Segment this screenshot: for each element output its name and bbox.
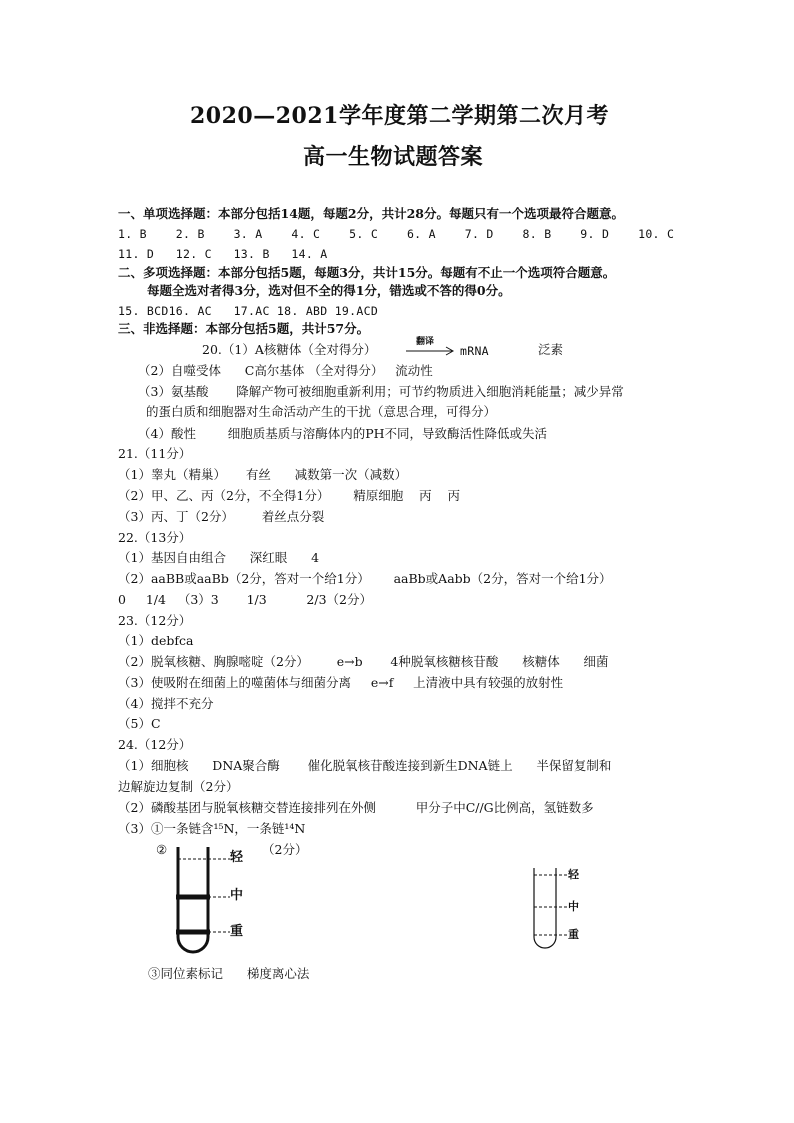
q24-line5: ③同位素标记 梯度离心法 [148,966,310,981]
q23-line4: （4）搅拌不充分 [118,696,214,711]
q24-line3: （3）①一条链含¹⁵N，一条链¹⁴N [118,821,306,836]
q20-mrna: mRNA [460,344,489,358]
q21-line2: （2）甲、乙、丙（2分，不全得1分） 精原细胞 丙 丙 [118,488,460,503]
section1-answers-row2: 11. D 12. C 13. B 14. A [118,247,328,261]
q24-line2: （2）磷酸基团与脱氧核糖交替连接排列在外侧 甲分子中C//G比例高，氢链数多 [118,800,594,815]
exam-title: 2020—2021学年度第二学期第二次月考 [190,103,609,129]
tube-right-drawing [528,865,588,955]
tube-right-middle-label: 中 [568,900,579,913]
tube-right-heavy-label: 重 [568,928,579,941]
centrifuge-tube-left [172,845,262,960]
section1-answers-row1: 1. B 2. B 3. A 4. C 5. C 6. A 7. D 8. B 9. D 10. C [118,227,675,241]
q21-line3: （3）丙、丁（2分） 着丝点分裂 [118,509,325,524]
q22-heading: 22.（13分） [118,530,192,545]
tube-left-light-label: 轻 [230,850,244,865]
q23-heading: 23.（12分） [118,613,192,628]
q24-line1-cont: 边解旋边复制（2分） [118,779,239,794]
q24-item2-marker: ② [156,842,168,857]
section1-heading: 一、单项选择题：本部分包括14题，每题2分，共计28分。每题只有一个选项最符合题意。 [118,206,624,221]
translation-arrow [404,337,456,357]
q21-line1: （1）睾丸（精巢） 有丝 减数第一次（减数） [118,467,408,482]
arrow-icon [404,337,456,357]
q24-heading: 24.（12分） [118,737,192,752]
translation-arrow-label: 翻译 [416,337,435,347]
q23-line1: （1）debfca [118,633,194,648]
tube-right-light-label: 轻 [568,868,579,881]
q23-line3: （3）使吸附在细菌上的噬菌体与细菌分离 e→f 上清液中具有较强的放射性 [118,675,564,690]
q20-line1-part1: 20.（1）A核糖体（全对得分） [202,342,377,357]
q23-line2: （2）脱氧核糖、胸腺嘧啶（2分） e→b 4种脱氧核糖核苷酸 核糖体 细菌 [118,654,609,669]
q20-line3: （3）氨基酸 降解产物可被细胞重新利用；可节约物质进入细胞消耗能量；减少异常 [138,384,624,399]
q22-line3: 0 1/4 （3）3 1/3 2/3（2分） [118,592,372,607]
q21-heading: 21.（11分） [118,446,192,461]
tube-left-middle-label: 中 [230,888,244,903]
q24-line1: （1）细胞核 DNA聚合酶 催化脱氧核苷酸连接到新生DNA链上 半保留复制和 [118,758,612,773]
q20-line4: （4）酸性 细胞质基质与溶酶体内的PH不同，导致酶活性降低或失活 [138,426,548,441]
tube-left-heavy-label: 重 [230,924,244,939]
tube-left-drawing [172,845,262,960]
q20-ubiquitin: 泛素 [538,342,564,357]
q20-line3-cont: 的蛋白质和细胞器对生命活动产生的干扰（意思合理，可得分） [146,404,497,419]
answer-subtitle: 高一生物试题答案 [303,144,484,170]
q22-line2: （2）aaBB或aaBb（2分，答对一个给1分） aaBb或Aabb（2分，答对一个给1分） [118,571,612,586]
section3-heading: 三、非选择题：本部分包括5题，共计57分。 [118,321,370,336]
q24-item2-score: （2分） [262,842,308,857]
section2-heading-cont: 每题全选对者得3分，选对但不全的得1分，错选或不答的得0分。 [147,283,511,298]
q23-line5: （5）C [118,716,161,731]
q22-line1: （1）基因自由组合 深红眼 4 [118,550,320,565]
centrifuge-tube-right [528,865,588,955]
q20-line2: （2）自噬受体 C高尔基体 （全对得分） 流动性 [138,363,433,378]
section2-answers: 15. BCD16. AC 17.AC 18. ABD 19.ACD [118,304,379,318]
section2-heading: 二、多项选择题：本部分包括5题，每题3分，共计15分。每题有不止一个选项符合题意。 [118,265,616,280]
